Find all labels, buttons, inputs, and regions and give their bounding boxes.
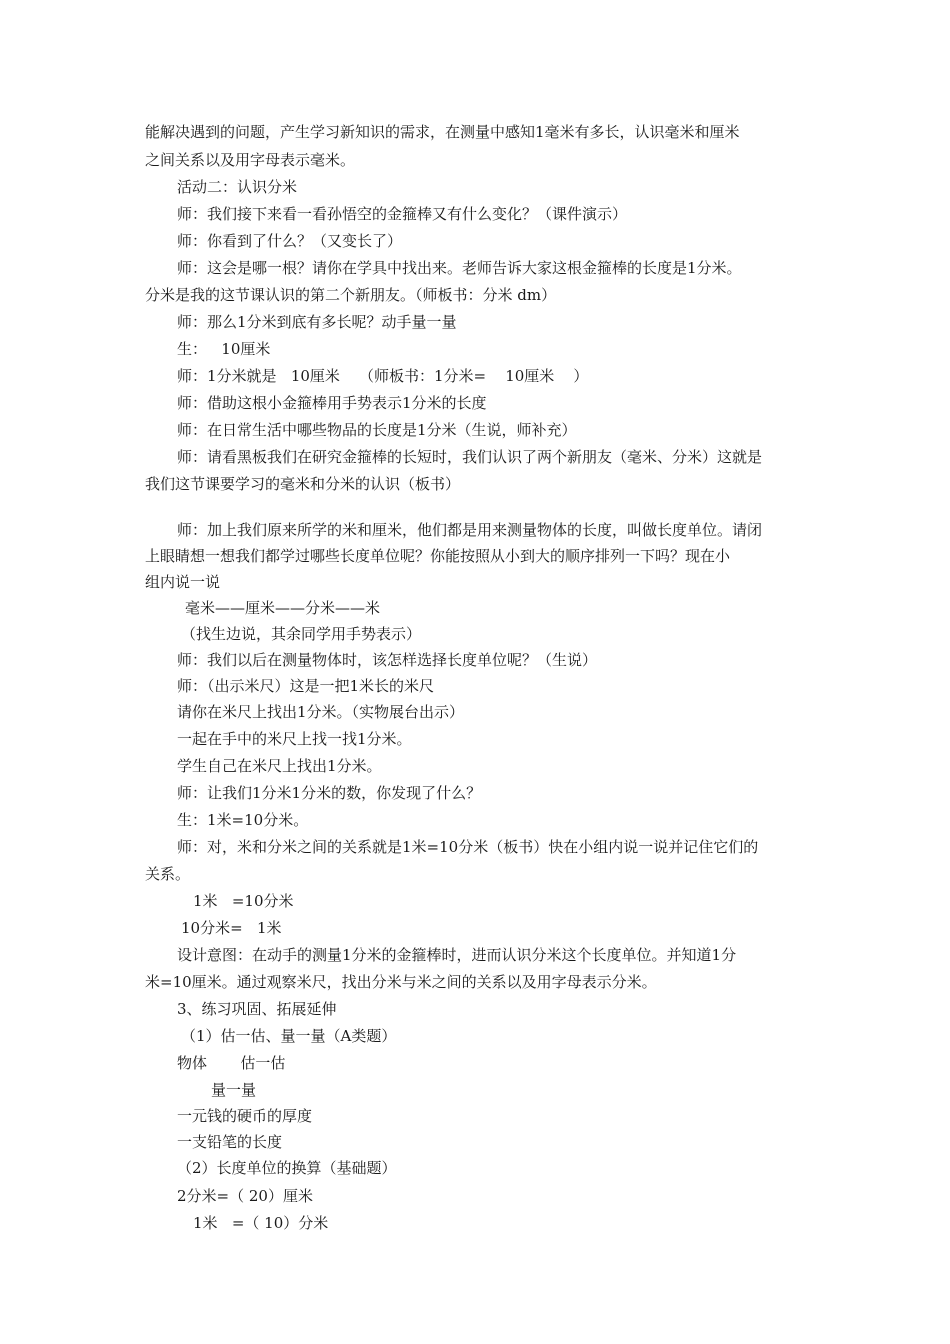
text-line: 学生自己在米尺上找出1分米。 xyxy=(177,757,382,775)
text-line: 设计意图：在动手的测量1分米的金箍棒时，进而认识分米这个长度单位。并知道1分 xyxy=(177,946,737,964)
text-line: 师：这会是哪一根？请你在学具中找出来。老师告诉大家这根金箍棒的长度是1分米。 xyxy=(177,259,742,277)
text-line: （找生边说，其余同学用手势表示） xyxy=(181,625,422,643)
text-line: 米=10厘米。通过观察米尺，找出分米与米之间的关系以及用字母表示分米。 xyxy=(145,973,657,991)
text-line: （1）估一估、量一量（A类题） xyxy=(181,1027,397,1045)
text-line: 之间关系以及用字母表示毫米。 xyxy=(145,151,356,169)
text-line: 关系。 xyxy=(145,865,191,883)
text-line: （2）长度单位的换算（基础题） xyxy=(177,1159,397,1177)
text-line: 量一量 xyxy=(211,1081,257,1099)
text-line: 师：那么1分米到底有多长呢？动手量一量 xyxy=(177,313,457,331)
text-line: 1米 =10分米 xyxy=(193,892,294,910)
text-line: 师：请看黑板我们在研究金箍棒的长短时，我们认识了两个新朋友（毫米、分米）这就是 xyxy=(177,448,763,466)
text-line: 生：1米=10分米。 xyxy=(177,811,309,829)
text-line: 生： 10厘米 xyxy=(177,340,271,358)
text-line: 师：我们接下来看一看孙悟空的金箍棒又有什么变化？（课件演示） xyxy=(177,205,628,223)
text-line: 2分米=（ 20）厘米 xyxy=(177,1187,313,1205)
text-line: 物体 估一估 xyxy=(177,1054,286,1072)
text-line: 师：让我们1分米1分米的数，你发现了什么？ xyxy=(177,784,482,802)
text-line: 分米是我的这节课认识的第二个新朋友。（师板书：分米 dm） xyxy=(145,286,557,304)
text-line: 师：在日常生活中哪些物品的长度是1分米（生说，师补充） xyxy=(177,421,577,439)
text-line: 师：（出示米尺）这是一把1米长的米尺 xyxy=(177,677,435,695)
text-line: 师：你看到了什么？（又变长了） xyxy=(177,232,403,250)
section-heading: 活动二：认识分米 xyxy=(177,178,298,196)
text-line: 师：我们以后在测量物体时，该怎样选择长度单位呢？（生说） xyxy=(177,651,598,669)
text-line: 10分米= 1米 xyxy=(181,919,282,937)
text-line: 1米 =（ 10）分米 xyxy=(193,1214,329,1232)
text-line: 毫米——厘米——分米——米 xyxy=(185,599,381,617)
text-line: 上眼睛想一想我们都学过哪些长度单位呢？你能按照从小到大的顺序排列一下吗？现在小 xyxy=(145,547,731,565)
text-line: 师：1分米就是 10厘米 （师板书：1分米= 10厘米 ） xyxy=(177,367,589,385)
text-line: 请你在米尺上找出1分米。（实物展台出示） xyxy=(177,703,465,721)
text-line: 组内说一说 xyxy=(145,573,221,591)
text-line: 一元钱的硬币的厚度 xyxy=(177,1107,313,1125)
text-line: 我们这节课要学习的毫米和分米的认识（板书） xyxy=(145,475,461,493)
text-line: 师：对，米和分米之间的关系就是1米=10分米（板书）快在小组内说一说并记住它们的 xyxy=(177,838,759,856)
section-heading: 3、练习巩固、拓展延伸 xyxy=(177,1000,337,1018)
text-line: 师：借助这根小金箍棒用手势表示1分米的长度 xyxy=(177,394,487,412)
text-line: 一支铅笔的长度 xyxy=(177,1133,283,1151)
text-line: 师：加上我们原来所学的米和厘米，他们都是用来测量物体的长度，叫做长度单位。请闭 xyxy=(177,521,763,539)
text-line: 能解决遇到的问题，产生学习新知识的需求，在测量中感知1毫米有多长，认识毫米和厘米 xyxy=(145,123,740,141)
text-line: 一起在手中的米尺上找一找1分米。 xyxy=(177,730,412,748)
